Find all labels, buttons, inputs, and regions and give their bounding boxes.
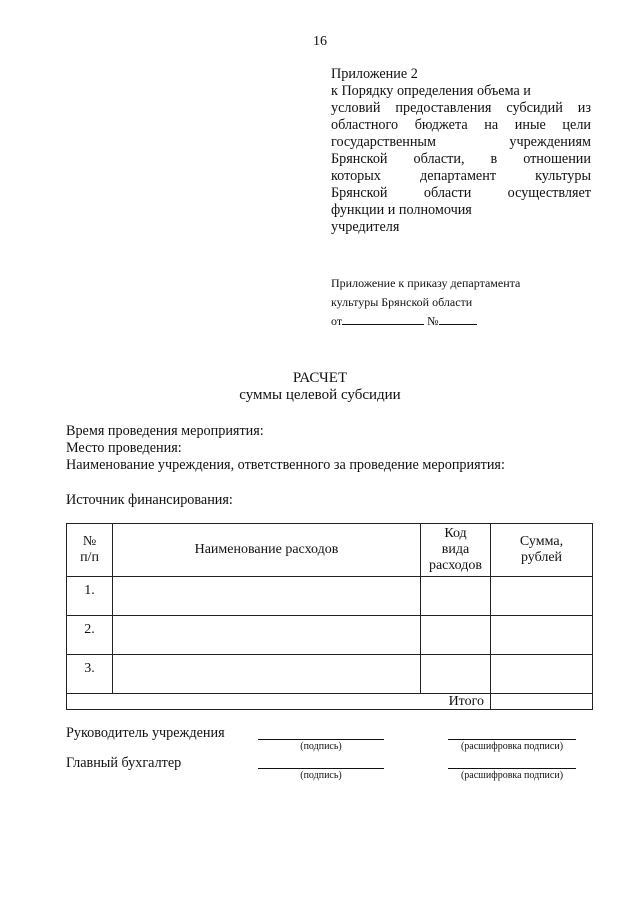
order-date-number — [331, 312, 571, 331]
page-number: 16 — [313, 34, 327, 49]
appendix-line: Брянской области, в отношении — [331, 151, 591, 167]
header-sum-line: Сумма, — [519, 534, 564, 549]
row-expense-code[interactable] — [421, 577, 491, 616]
institution-label: Наименование учреждения, ответственного за проведение мероприятия: — [66, 457, 505, 473]
row-number: 2. — [67, 616, 113, 655]
accountant-decoding-caption: (расшифровка подписи) — [460, 770, 564, 781]
table-row — [67, 655, 593, 694]
total-sum[interactable] — [491, 694, 593, 710]
title-main: РАСЧЕТ — [292, 370, 348, 386]
order-line-1: Приложение к приказу департамента — [331, 276, 521, 290]
accountant-signature-caption: (подпись) — [300, 770, 342, 781]
header-number-line: № — [82, 534, 97, 549]
row-sum[interactable] — [491, 616, 593, 655]
funding-source-label: Источник финансирования: — [66, 492, 233, 508]
header-expense-name: Наименование расходов — [113, 524, 421, 577]
header-code-line: вида — [441, 542, 470, 557]
order-number-blank — [439, 313, 477, 325]
row-sum[interactable] — [491, 577, 593, 616]
accountant-decoding-line[interactable] — [448, 768, 576, 769]
order-number-label: № — [427, 314, 439, 328]
expenses-table — [66, 523, 593, 710]
appendix-line: Приложение 2 — [331, 66, 418, 82]
row-sum[interactable] — [491, 655, 593, 694]
appendix-line: функции и полномочия — [331, 202, 472, 218]
order-from-label: от — [331, 314, 343, 328]
appendix-line: к Порядку определения объема и — [331, 83, 531, 99]
head-signature-caption: (подпись) — [300, 741, 342, 752]
head-decoding-line[interactable] — [448, 739, 576, 740]
appendix-line: государственным учреждениям — [331, 134, 591, 150]
row-number: 3. — [67, 655, 113, 694]
row-expense-name[interactable] — [113, 577, 421, 616]
event-time-label: Время проведения мероприятия: — [66, 423, 264, 439]
order-date-blank — [342, 313, 424, 325]
head-decoding-caption: (расшифровка подписи) — [460, 741, 564, 752]
row-expense-code[interactable] — [421, 616, 491, 655]
order-line-2: культуры Брянской области — [331, 295, 473, 309]
appendix-line: учредителя — [331, 219, 400, 235]
row-expense-code[interactable] — [421, 655, 491, 694]
header-code-line: Код — [444, 526, 467, 541]
appendix-header — [331, 66, 591, 236]
header-number-line: п/п — [80, 550, 99, 565]
header-number — [67, 524, 113, 577]
head-signature-label: Руководитель учреждения — [66, 725, 225, 741]
event-info — [66, 423, 596, 474]
row-expense-name[interactable] — [113, 655, 421, 694]
table-header-row — [67, 524, 593, 577]
table-total-row — [67, 694, 593, 710]
table-row — [67, 577, 593, 616]
document-title — [0, 370, 640, 404]
title-sub: суммы целевой субсидии — [239, 387, 401, 403]
appendix-line: условий предоставления субсидий из — [331, 100, 591, 116]
accountant-signature-line[interactable] — [258, 768, 384, 769]
header-sum — [491, 524, 593, 577]
appendix-line: Брянской области осуществляет — [331, 185, 591, 201]
head-signature-line[interactable] — [258, 739, 384, 740]
order-reference — [331, 274, 571, 331]
event-place-label: Место проведения: — [66, 440, 182, 456]
header-sum-line: рублей — [520, 550, 563, 565]
table-row — [67, 616, 593, 655]
header-code-line: расходов — [428, 558, 483, 573]
appendix-line: которых департамент культуры — [331, 168, 591, 184]
appendix-line: областного бюджета на иные цели — [331, 117, 591, 133]
row-number: 1. — [67, 577, 113, 616]
total-label: Итого — [67, 694, 491, 710]
header-expense-code — [421, 524, 491, 577]
row-expense-name[interactable] — [113, 616, 421, 655]
accountant-signature-label: Главный бухгалтер — [66, 755, 182, 771]
